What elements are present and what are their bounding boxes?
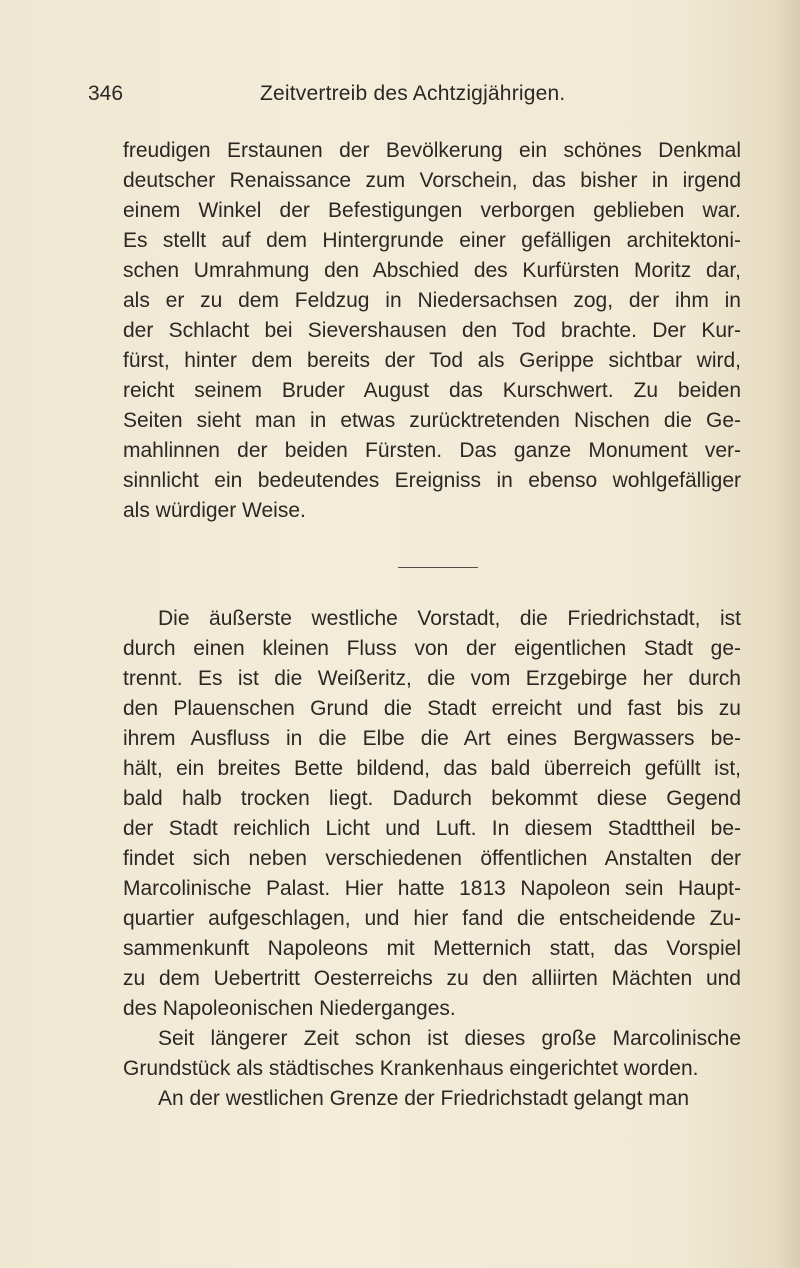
text-line: schen Umrahmung den Abschied des Kurfürsten Moritz dar, bbox=[123, 259, 741, 282]
text-line: bald halb trocken liegt. Dadurch bekommt diese Gegend bbox=[123, 787, 741, 810]
text-line: trennt. Es ist die Weißeritz, die vom Erzgebirge her durch bbox=[123, 667, 741, 690]
text-line: fürst, hinter dem bereits der Tod als Gerippe sichtbar wird, bbox=[123, 349, 741, 372]
text-line: ihrem Ausfluss in die Elbe die Art eines Bergwassers be- bbox=[123, 727, 741, 750]
text-line: findet sich neben verschiedenen öffentlichen Anstalten der bbox=[123, 847, 741, 870]
text-line: als er zu dem Feldzug in Niedersachsen zog, der ihm in bbox=[123, 289, 741, 312]
text-line: freudigen Erstaunen der Bevölkerung ein schönes Denkmal bbox=[123, 139, 741, 162]
text-line: hält, ein breites Bette bildend, das bald überreich gefüllt ist, bbox=[123, 757, 741, 780]
text-line: An der westlichen Grenze der Friedrichstadt gelangt man bbox=[158, 1087, 690, 1110]
text-line: einem Winkel der Befestigungen verborgen geblieben war. bbox=[123, 199, 741, 222]
text-line: deutscher Renaissance zum Vorschein, das bisher in irgend bbox=[123, 169, 741, 192]
text-line: mahlinnen der beiden Fürsten. Das ganze Monument ver- bbox=[123, 439, 741, 462]
text-line: des Napoleonischen Niederganges. bbox=[123, 997, 456, 1020]
page-header bbox=[88, 82, 728, 114]
text-line: Es stellt auf dem Hintergrunde einer gefälligen architektoni- bbox=[123, 229, 741, 252]
text-line: Grundstück als städtisches Krankenhaus eingerichtet worden. bbox=[123, 1057, 699, 1080]
text-line: zu dem Uebertritt Oesterreichs zu den alliirten Mächten und bbox=[123, 967, 741, 990]
text-line: sinnlicht ein bedeutendes Ereigniss in ebenso wohlgefälliger bbox=[123, 469, 741, 492]
text-line: quartier aufgeschlagen, und hier fand die entscheidende Zu- bbox=[123, 907, 741, 930]
running-head: Zeitvertreib des Achtzigjährigen. bbox=[260, 82, 566, 105]
text-line: sammenkunft Napoleons mit Metternich statt, das Vorspiel bbox=[123, 937, 741, 960]
text-line: Marcolinische Palast. Hier hatte 1813 Napoleon sein Haupt- bbox=[123, 877, 741, 900]
text-line: Die äußerste westliche Vorstadt, die Friedrichstadt, ist bbox=[158, 607, 741, 630]
text-line: als würdiger Weise. bbox=[123, 499, 306, 522]
text-line: reicht seinem Bruder August das Kurschwert. Zu beiden bbox=[123, 379, 741, 402]
text-line: Seit längerer Zeit schon ist dieses große Marcolinische bbox=[158, 1027, 741, 1050]
text-line: den Plauenschen Grund die Stadt erreicht und fast bis zu bbox=[123, 697, 741, 720]
page-number: 346 bbox=[88, 82, 124, 105]
text-line: durch einen kleinen Fluss von der eigentlichen Stadt ge- bbox=[123, 637, 741, 660]
section-divider bbox=[398, 567, 478, 568]
text-line: der Stadt reichlich Licht und Luft. In diesem Stadttheil be- bbox=[123, 817, 741, 840]
text-line: Seiten sieht man in etwas zurücktretenden Nischen die Ge- bbox=[123, 409, 741, 432]
text-line: der Schlacht bei Sievershausen den Tod brachte. Der Kur- bbox=[123, 319, 741, 342]
